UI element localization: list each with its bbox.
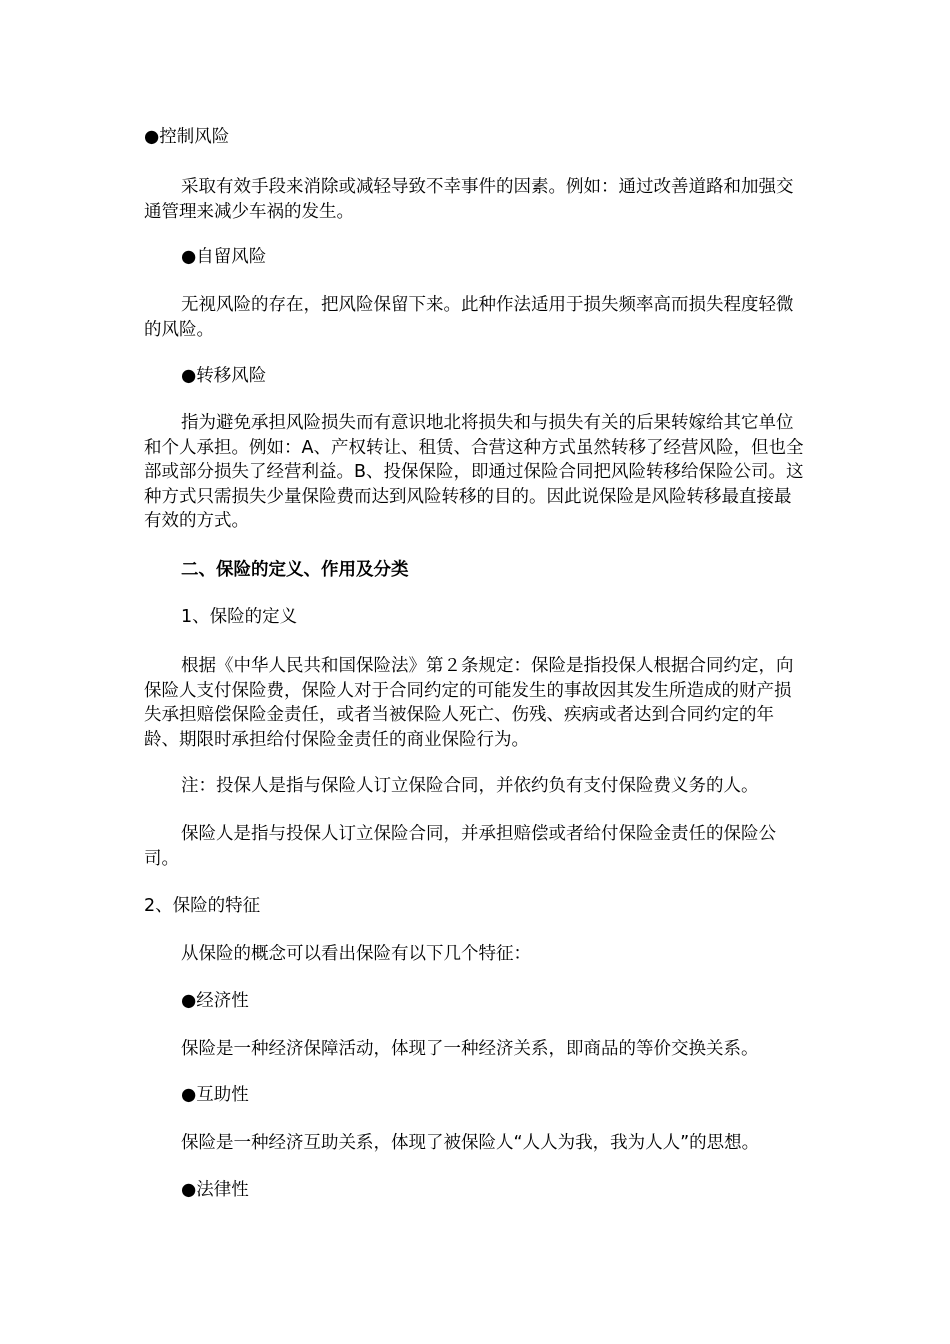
section-heading-insurance-definition: 二、保险的定义、作用及分类 [181, 560, 409, 580]
paragraph-insurance-law: 根据《中华人民共和国保险法》第２条规定：保险是指投保人根据合同约定，向保险人支付保险费，保险人对于合同约定的可能发生的事故因其发生所造成的财产损失承担赔偿保险金责任，或者当被保险人死亡、伤残、疾病或者达到合同约定的年龄、期限时承担给付保险金责任的商业保险行为。 [144, 656, 794, 750]
paragraph-insurer: 保险人是指与投保人订立保险合同，并承担赔偿或者给付保险金责任的保险公司。 [144, 824, 776, 869]
paragraph-features-intro: 从保险的概念可以看出保险有以下几个特征： [181, 944, 531, 964]
bullet-heading-transfer-risk: ●转移风险 [181, 366, 267, 386]
paragraph-retain-risk: 无视风险的存在，把风险保留下来。此种作法适用于损失频率高而损失程度轻微的风险。 [144, 295, 794, 340]
paragraph-economic: 保险是一种经济保障活动，体现了一种经济关系，即商品的等价交换关系。 [181, 1039, 759, 1059]
paragraph-mutual-aid: 保险是一种经济互助关系，体现了被保险人“人人为我，我为人人”的思想。 [181, 1133, 760, 1153]
bullet-heading-retain-risk: ●自留风险 [181, 247, 267, 267]
subheading-insurance-definition: 1、保险的定义 [181, 607, 298, 627]
bullet-heading-economic: ●经济性 [181, 991, 249, 1011]
bullet-heading-legal: ●法律性 [181, 1180, 249, 1200]
paragraph-control-risk: 采取有效手段来消除或减轻导致不幸事件的因素。例如：通过改善道路和加强交通管理来减少车祸的发生。 [144, 177, 794, 222]
bullet-heading-control-risk: ●控制风险 [144, 127, 230, 147]
subheading-insurance-features: 2、保险的特征 [144, 896, 261, 916]
bullet-heading-mutual-aid: ●互助性 [181, 1085, 249, 1105]
note-policyholder: 注：投保人是指与保险人订立保险合同，并依约负有支付保险费义务的人。 [181, 776, 759, 796]
paragraph-transfer-risk: 指为避免承担风险损失而有意识地北将损失和与损失有关的后果转嫁给其它单位和个人承担。例如：A、产权转让、租赁、合营这种方式虽然转移了经营风险，但也全部或部分损失了经营利益。B、投保保险，即通过保险合同把风险转移给保险公司。这种方式只需损失少量保险费而达到风险转移的目的。因此说保险是风险转移最直接最有效的方式。 [144, 413, 804, 531]
